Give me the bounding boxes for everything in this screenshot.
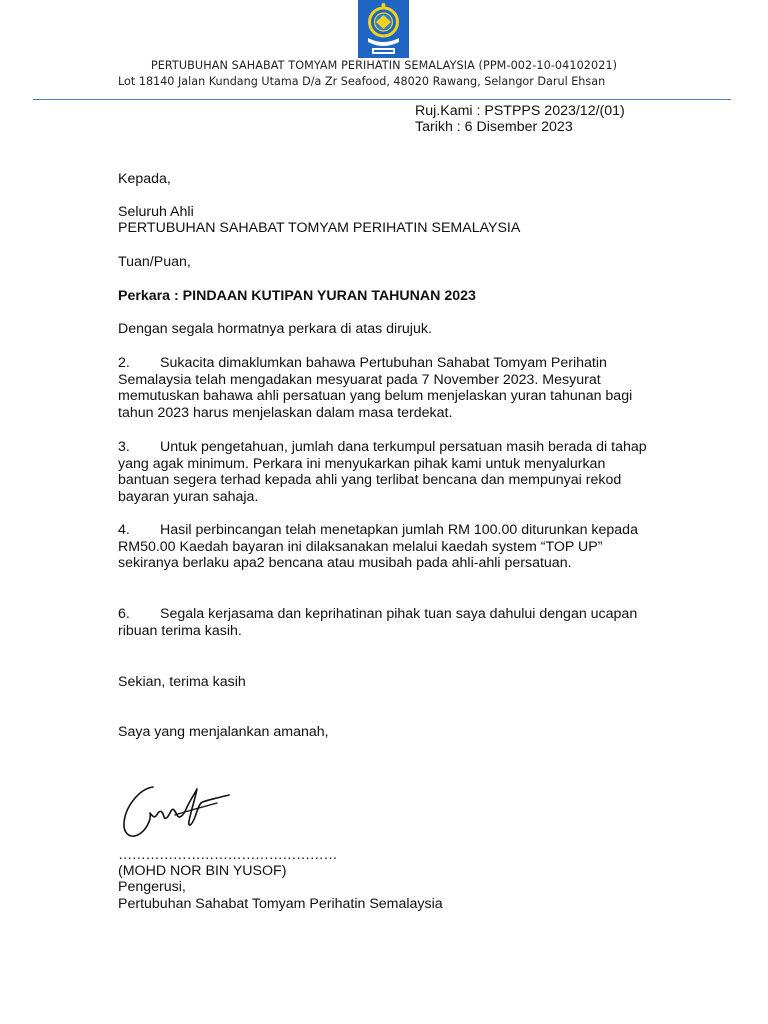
paragraph-line: bayaran yuran sahaja. — [118, 488, 259, 505]
paragraph-number: 4. — [118, 522, 130, 538]
paragraph-number: 3. — [118, 439, 130, 455]
paragraph-number: 6. — [118, 606, 130, 622]
opening-line: Dengan segala hormatnya perkara di atas dirujuk. — [118, 321, 432, 337]
paragraph-line: ribuan terima kasih. — [118, 622, 242, 639]
signature — [117, 777, 247, 847]
signature-dots: ………………………………………… — [118, 847, 337, 863]
paragraph-line: RM50.00 Kaedah bayaran ini dilaksanakan melalui kaedah system “TOP UP” — [118, 538, 603, 555]
paragraph-line: Segala kerjasama dan keprihatinan pihak tuan saya dahului dengan ucapan — [160, 606, 638, 622]
recipient-heading: Kepada, — [118, 171, 171, 187]
recipient-line-2: PERTUBUHAN SAHABAT TOMYAM PERIHATIN SEMALAYSIA — [118, 220, 521, 236]
paragraph-2 — [118, 355, 678, 421]
reference-number: Ruj.Kami : PSTPPS 2023/12/(01) — [415, 103, 625, 119]
header-divider — [33, 99, 731, 100]
paragraph-line: yang agak minimum. Perkara ini menyukarkan pihak kami untuk menyalurkan — [118, 455, 606, 472]
paragraph-line: sekiranya berlaku apa2 bencana atau musibah pada ahli-ahli persatuan. — [118, 555, 572, 571]
signatory-name: (MOHD NOR BIN YUSOF) — [118, 863, 287, 879]
organization-logo — [358, 0, 409, 58]
paragraph-line: Hasil perbincangan telah menetapkan jumlah RM 100.00 diturunkan kepada — [160, 522, 638, 538]
paragraph-line: Sukacita dimaklumkan bahawa Pertubuhan Sahabat Tomyam Perihatin — [160, 355, 607, 371]
paragraph-6 — [118, 606, 678, 639]
subject-line: Perkara : PINDAAN KUTIPAN YURAN TAHUNAN 2023 — [118, 288, 476, 304]
paragraph-line: tahun 2023 harus menjelaskan dalam masa terdekat. — [118, 404, 453, 421]
paragraph-3 — [118, 439, 678, 505]
paragraph-line: Untuk pengetahuan, jumlah dana terkumpul persatuan masih berada di tahap — [160, 439, 647, 455]
paragraph-4 — [118, 522, 678, 572]
organization-address: Lot 18140 Jalan Kundang Utama D/a Zr Seafood, 48020 Rawang, Selangor Darul Ehsan — [118, 75, 606, 88]
salutation: Tuan/Puan, — [118, 254, 191, 270]
paragraph-line: bantuan segera terhad kepada ahli yang terlibat bencana dan mempunyai rekod — [118, 472, 622, 488]
organization-header: PERTUBUHAN SAHABAT TOMYAM PERIHATIN SEMALAYSIA (PPM-002-10-04102021) — [150, 59, 618, 72]
signatory-organization: Pertubuhan Sahabat Tomyam Perihatin Semalaysia — [118, 896, 443, 912]
paragraph-line: Semalaysia telah mengadakan mesyuarat pada 7 November 2023. Mesyurat — [118, 371, 601, 388]
emblem-icon — [358, 0, 409, 58]
signatory-title: Pengerusi, — [118, 879, 186, 895]
closing-line: Sekian, terima kasih — [118, 674, 246, 690]
amanah-line: Saya yang menjalankan amanah, — [118, 724, 329, 740]
paragraph-number: 2. — [118, 355, 130, 371]
letter-date: Tarikh : 6 Disember 2023 — [415, 119, 573, 135]
paragraph-line: memutuskan bahawa ahli persatuan yang belum menjelaskan yuran tahunan bagi — [118, 388, 633, 404]
handwritten-signature-icon — [117, 777, 247, 847]
recipient-line-1: Seluruh Ahli — [118, 204, 194, 220]
